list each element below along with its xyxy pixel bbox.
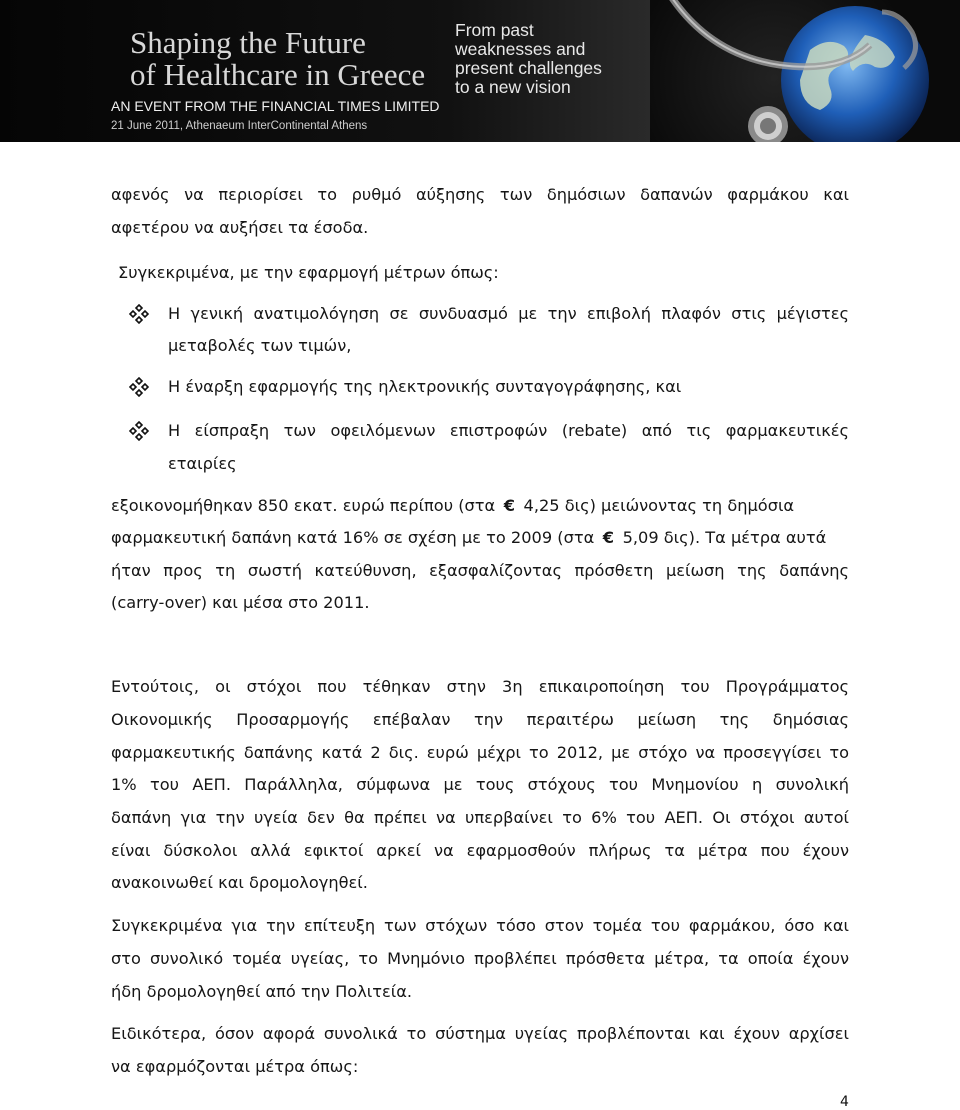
banner-date-venue: 21 June 2011, Athenaeum InterContinental Athens [111,120,368,132]
banner-event-text: AN EVENT FROM THE FINANCIAL TIMES LIMITED [111,98,440,114]
p3-line-5: δαπάνη για την υγεία δεν θα πρέπει να υπερβαίνει το 6% του ΑΕΠ. Οι στόχοι αυτοί [111,808,849,827]
page-number: 4 [840,1094,849,1110]
banner-tagline-3: present challenges [455,58,602,78]
euro-sign-icon: € [602,528,615,547]
p2-line-4: (carry-over) και μέσα στο 2011. [111,593,370,612]
intro-text: Συγκεκριμένα, με την εφαρμογή μέτρων όπως: [118,263,499,282]
diamond-bullet-icon [129,421,149,441]
p3-line-2: Οικονομικής Προσαρμογής επέβαλαν την περαιτέρω μείωση της δημόσιας [111,710,849,729]
p5-line-1: Ειδικότερα, όσον αφορά συνολικά το σύστημα υγείας προβλέπονται και έχουν αρχίσει [111,1024,849,1043]
p2-line-2-part-b: 5,09 δις). Τα μέτρα αυτά [622,528,827,547]
p3-line-4: 1% του ΑΕΠ. Παράλληλα, σύμφωνα με τους στόχους του Μνημονίου η συνολική [111,775,849,794]
bullet-1-line-2: μεταβολές των τιμών, [168,336,352,355]
p3-line-1: Εντούτοις, οι στόχοι που τέθηκαν στην 3η επικαιροποίηση του Προγράμματος [111,677,849,696]
p5-line-2: να εφαρμόζονται μέτρα όπως: [111,1057,359,1076]
bullet-3-line-1: Η είσπραξη των οφειλόμενων επιστροφών (rebate) από τις φαρμακευτικές [168,421,849,440]
p2-line-2 [111,527,849,549]
p4-line-3: ήδη δρομολογηθεί από την Πολιτεία. [111,982,413,1001]
globe-with-stethoscope-icon [650,0,960,142]
diamond-bullet-icon [129,304,149,324]
bullet-1-line-1: Η γενική ανατιμολόγηση σε συνδυασμό με την επιβολή πλαφόν στις μέγιστες [168,304,849,323]
bullet-3-line-2: εταιρίες [168,454,237,473]
banner-tagline-4: to a new vision [455,77,571,97]
banner-title-line-2: of Healthcare in Greece [130,57,426,92]
p2-line-2-part-a: φαρμακευτική δαπάνη κατά 16% σε σχέση με το 2009 (στα [111,528,595,547]
p1-line-1: αφενός να περιορίσει το ρυθμό αύξησης των δημόσιων δαπανών φαρμάκου και [111,185,849,204]
banner-title-line-1: Shaping the Future [130,25,366,60]
p2-line-3: ήταν προς τη σωστή κατεύθυνση, εξασφαλίζοντας πρόσθετη μείωση της δαπάνης [111,561,849,580]
p2-line-1-part-a: εξοικονομήθηκαν 850 εκατ. ευρώ περίπου (στα [111,496,496,515]
banner-tagline-2: weaknesses and [455,39,586,59]
euro-sign-icon: € [503,496,515,515]
diamond-bullet-icon [129,377,149,397]
p1-line-2: αφετέρου να αυξήσει τα έσοδα. [111,218,369,237]
bullet-2-line-1: Η έναρξη εφαρμογής της ηλεκτρονικής συνταγογράφησης, και [168,377,682,396]
banner-tagline-1: From past [455,20,534,40]
p2-line-1 [111,495,849,517]
event-banner [0,0,960,142]
p3-line-3: φαρμακευτικής δαπάνης κατά 2 δις. ευρώ μέχρι το 2012, με στόχο να προσεγγίσει το [111,743,849,762]
p3-line-7: ανακοινωθεί και δρομολογηθεί. [111,873,368,892]
p4-line-1: Συγκεκριμένα για την επίτευξη των στόχων τόσο στον τομέα του φαρμάκου, όσο και [111,916,849,935]
p2-line-1-part-b: 4,25 δις) μειώνοντας τη δημόσια [523,496,795,515]
p4-line-2: στο συνολικό τομέα υγείας, το Μνημόνιο προβλέπει πρόσθετα μέτρα, τα οποία έχουν [111,949,849,968]
p3-line-6: είναι δύσκολοι αλλά εφικτοί αρκεί να εφαρμοσθούν πλήρως τα μέτρα που έχουν [111,841,849,860]
